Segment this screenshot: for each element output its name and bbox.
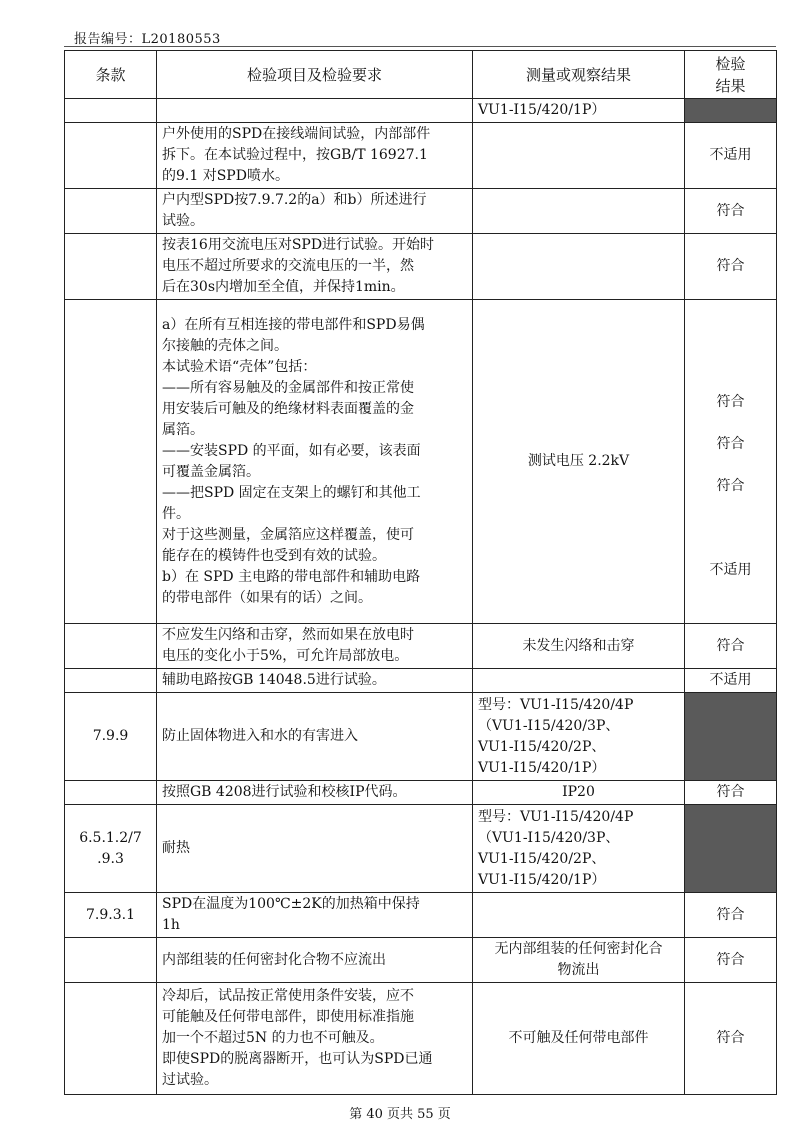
measurement-cell bbox=[473, 234, 685, 300]
requirement-cell bbox=[157, 781, 473, 805]
measurement-line: VU1-I15/420/2P、 bbox=[478, 738, 606, 755]
result-spacer bbox=[690, 497, 771, 518]
result-spacer bbox=[690, 455, 771, 476]
requirement-line: a）在所有互相连接的带电部件和SPD易偶 bbox=[162, 316, 425, 333]
requirement-cell bbox=[157, 693, 473, 781]
requirement-line: 户内型SPD按7.9.7.2的a）和b）所述进行 bbox=[162, 192, 427, 208]
requirement-cell bbox=[157, 983, 473, 1095]
requirement-line: 电压的变化小于5%，可允许局部放电。 bbox=[162, 648, 409, 664]
requirement-line: 本试验术语“壳体”包括： bbox=[162, 358, 317, 375]
requirement-cell bbox=[157, 189, 473, 234]
table-row bbox=[65, 693, 777, 781]
result-cell bbox=[685, 983, 777, 1095]
requirement-cell bbox=[157, 300, 473, 624]
header-requirement: 检验项目及检验要求 bbox=[157, 51, 473, 99]
measurement-line: 无内部组装的任何密封化合 bbox=[494, 941, 663, 957]
inspection-table bbox=[64, 50, 777, 1095]
result-spacer bbox=[690, 539, 771, 560]
result-value: 符合 bbox=[716, 258, 745, 274]
requirement-line: 可能触及任何带电部件，即使用标准指施 bbox=[162, 1009, 414, 1025]
measurement-line: IP20 bbox=[562, 784, 595, 800]
header-measurement: 测量或观察结果 bbox=[473, 51, 685, 99]
clause-cell bbox=[65, 693, 157, 781]
requirement-line: ——把SPD 固定在支架上的螺钉和其他工 bbox=[162, 484, 421, 501]
measurement-cell bbox=[473, 893, 685, 938]
result-value: 符合 bbox=[716, 394, 745, 410]
requirement-line: 尔接触的壳体之间。 bbox=[162, 337, 288, 354]
result-spacer bbox=[690, 518, 771, 539]
table-row bbox=[65, 893, 777, 938]
clause-cell bbox=[65, 805, 157, 893]
requirement-cell bbox=[157, 669, 473, 693]
table-header-row bbox=[65, 51, 777, 99]
clause-value-line: .9.3 bbox=[97, 850, 124, 867]
measurement-cell bbox=[473, 123, 685, 189]
requirement-line: 冷却后，试品按正常使用条件安装，应不 bbox=[162, 988, 414, 1004]
requirement-cell bbox=[157, 624, 473, 669]
table-row bbox=[65, 805, 777, 893]
measurement-cell bbox=[473, 983, 685, 1095]
requirement-line: 可覆盖金属箔。 bbox=[162, 463, 260, 480]
measurement-cell bbox=[473, 669, 685, 693]
measurement-line: 型号：VU1-I15/420/4P bbox=[478, 696, 634, 713]
table-row bbox=[65, 123, 777, 189]
result-cell bbox=[685, 669, 777, 693]
requirement-cell bbox=[157, 234, 473, 300]
table-row bbox=[65, 624, 777, 669]
requirement-line: 过试验。 bbox=[162, 1072, 218, 1088]
clause-cell bbox=[65, 300, 157, 624]
requirement-line: 耐热 bbox=[162, 840, 190, 856]
report-number: 报告编号：L20180553 bbox=[74, 32, 221, 47]
result-value: 符合 bbox=[716, 436, 745, 452]
measurement-line: （VU1-I15/420/3P、 bbox=[478, 829, 620, 846]
requirement-line: 防止固体物进入和水的有害进入 bbox=[162, 728, 358, 744]
table-row bbox=[65, 781, 777, 805]
result-value: 不适用 bbox=[709, 672, 752, 688]
requirement-cell bbox=[157, 123, 473, 189]
requirement-cell bbox=[157, 938, 473, 983]
requirement-line: 拆下。在本试验过程中，按GB/T 16927.1 bbox=[162, 147, 428, 163]
requirement-line: 内部组装的任何密封化合物不应流出 bbox=[162, 951, 386, 968]
table-row bbox=[65, 234, 777, 300]
header-result-line2: 结果 bbox=[715, 76, 746, 95]
measurement-line: 测试电压 2.2kV bbox=[527, 453, 630, 469]
measurement-cell bbox=[473, 99, 685, 123]
requirement-line: 的带电部件（如果有的话）之间。 bbox=[162, 589, 372, 606]
result-value: 不适用 bbox=[709, 147, 752, 163]
result-cell-shaded bbox=[685, 693, 777, 781]
result-cell bbox=[685, 938, 777, 983]
requirement-line: 即使SPD的脱离器断开，也可认为SPD已通 bbox=[162, 1051, 433, 1067]
result-value: 符合 bbox=[716, 906, 745, 923]
requirement-cell bbox=[157, 805, 473, 893]
page-footer: 第 40 页共 55 页 bbox=[349, 1107, 451, 1122]
clause-value: 7.9.3.1 bbox=[86, 906, 135, 923]
requirement-line: 用安装后可触及的绝缘材料表面覆盖的金 bbox=[162, 400, 414, 417]
measurement-cell bbox=[473, 300, 685, 624]
clause-cell bbox=[65, 669, 157, 693]
measurement-cell bbox=[473, 938, 685, 983]
requirement-line: 电压不超过所要求的交流电压的一半，然 bbox=[162, 258, 414, 274]
table-row bbox=[65, 669, 777, 693]
clause-cell bbox=[65, 189, 157, 234]
result-value: 符合 bbox=[716, 637, 745, 654]
clause-cell bbox=[65, 99, 157, 123]
measurement-line: 不可触及任何带电部件 bbox=[508, 1030, 649, 1046]
header-result-line1: 检验 bbox=[715, 54, 746, 73]
measurement-line: 型号：VU1-I15/420/4P bbox=[478, 808, 634, 825]
requirement-line: 件。 bbox=[162, 505, 190, 522]
measurement-cell bbox=[473, 805, 685, 893]
result-cell bbox=[685, 300, 777, 624]
requirement-line: 按照GB 4208进行试验和校核IP代码。 bbox=[162, 784, 407, 800]
result-cell-shaded bbox=[685, 99, 777, 123]
result-value: 不适用 bbox=[709, 562, 752, 578]
measurement-cell bbox=[473, 693, 685, 781]
measurement-cell bbox=[473, 624, 685, 669]
result-cell bbox=[685, 189, 777, 234]
clause-cell bbox=[65, 938, 157, 983]
header-rule bbox=[64, 46, 776, 47]
requirement-line: 属箔。 bbox=[162, 421, 204, 438]
requirement-cell bbox=[157, 893, 473, 938]
clause-cell bbox=[65, 123, 157, 189]
requirement-line: 后在30s内增加至全值，并保持1min。 bbox=[162, 279, 405, 295]
result-value: 符合 bbox=[716, 1030, 745, 1046]
requirement-line: 1h bbox=[162, 917, 180, 933]
requirement-line: 的9.1 对SPD喷水。 bbox=[162, 168, 289, 184]
requirement-line: ——所有容易触及的金属部件和按正常使 bbox=[162, 379, 414, 396]
result-cell bbox=[685, 781, 777, 805]
measurement-line: VU1-I15/420/1P） bbox=[478, 871, 606, 888]
table-row bbox=[65, 983, 777, 1095]
clause-cell bbox=[65, 983, 157, 1095]
result-value: 符合 bbox=[716, 784, 745, 800]
requirement-line: 加一个不超过5N 的力也不可触及。 bbox=[162, 1030, 384, 1046]
clause-value-line: 6.5.1.2/7 bbox=[79, 829, 142, 846]
requirement-line: 户外使用的SPD在接线端间试验，内部部件 bbox=[162, 126, 431, 142]
measurement-cell bbox=[473, 781, 685, 805]
requirement-line: b）在 SPD 主电路的带电部件和辅助电路 bbox=[162, 568, 421, 585]
measurement-line: VU1-I15/420/2P、 bbox=[478, 850, 606, 867]
requirement-line: 能存在的模铸件也受到有效的试验。 bbox=[162, 547, 386, 564]
requirement-line: 辅助电路按GB 14048.5进行试验。 bbox=[162, 672, 386, 688]
header-clause: 条款 bbox=[65, 51, 157, 99]
result-cell bbox=[685, 624, 777, 669]
table-row bbox=[65, 189, 777, 234]
requirement-line: 按表16用交流电压对SPD进行试验。开始时 bbox=[162, 237, 435, 253]
requirement-line: 试验。 bbox=[162, 213, 204, 229]
measurement-line: 未发生闪络和击穿 bbox=[522, 637, 635, 654]
measurement-cell bbox=[473, 189, 685, 234]
clause-cell bbox=[65, 781, 157, 805]
table-row bbox=[65, 99, 777, 123]
requirement-cell bbox=[157, 99, 473, 123]
result-spacer bbox=[690, 413, 771, 434]
clause-cell bbox=[65, 893, 157, 938]
result-cell bbox=[685, 234, 777, 300]
measurement-line: VU1-I15/420/1P） bbox=[478, 759, 606, 776]
clause-value: 7.9.9 bbox=[92, 728, 129, 744]
result-value: 符合 bbox=[716, 202, 745, 219]
measurement-line: （VU1-I15/420/3P、 bbox=[478, 717, 620, 734]
requirement-line: ——安装SPD 的平面，如有必要，该表面 bbox=[162, 442, 421, 459]
clause-cell bbox=[65, 234, 157, 300]
table-row bbox=[65, 300, 777, 624]
result-cell bbox=[685, 893, 777, 938]
requirement-line: 对于这些测量，金属箔应这样覆盖，使可 bbox=[162, 526, 414, 543]
clause-cell bbox=[65, 624, 157, 669]
requirement-line: 不应发生闪络和击穿，然而如果在放电时 bbox=[162, 627, 414, 643]
table-row bbox=[65, 938, 777, 983]
header-result bbox=[685, 51, 777, 99]
result-value: 符合 bbox=[716, 951, 745, 968]
result-cell-shaded bbox=[685, 805, 777, 893]
measurement-line: 物流出 bbox=[557, 962, 600, 978]
result-value: 符合 bbox=[716, 478, 745, 494]
result-cell bbox=[685, 123, 777, 189]
requirement-line: SPD在温度为100℃±2K的加热箱中保持 bbox=[162, 896, 420, 912]
measurement-line: VU1-I15/420/1P） bbox=[478, 102, 606, 118]
